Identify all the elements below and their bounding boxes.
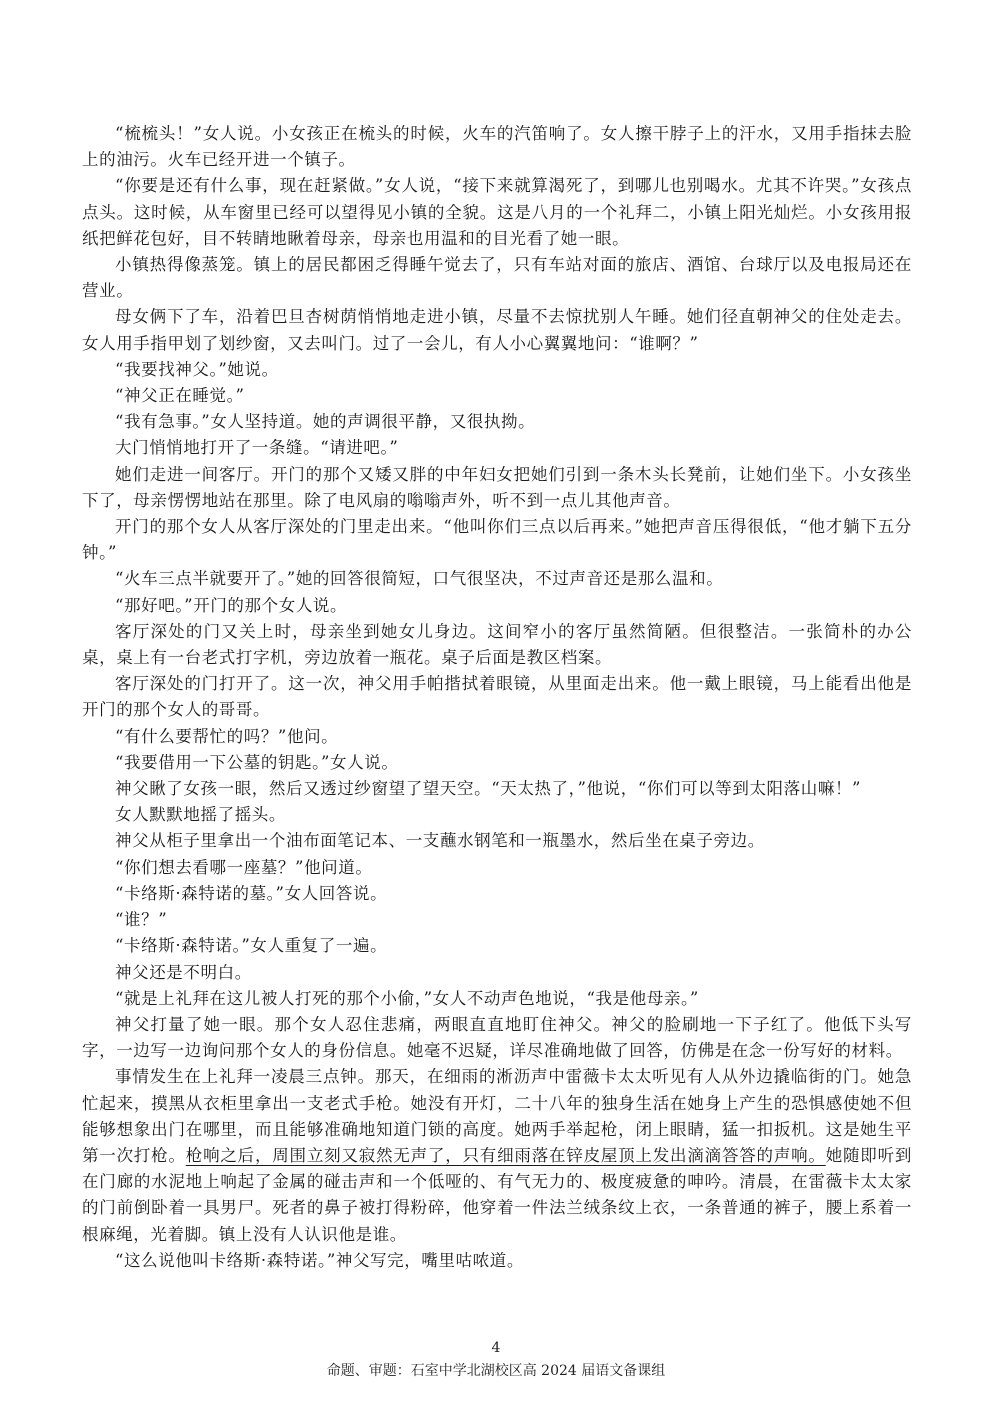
paragraph: 神父从柜子里拿出一个油布面笔记本、一支蘸水钢笔和一瓶墨水，然后坐在桌子旁边。 (115, 831, 765, 851)
paragraph: “神父正在睡觉。” (115, 386, 245, 406)
paragraph: “你们想去看哪一座墓？”他问道。 (115, 857, 373, 877)
paragraph: “那好吧。”开门的那个女人说。 (115, 595, 348, 615)
paragraph: 神父打量了她一眼。那个女人忍住悲痛，两眼直直地盯住神父。神父的脸刷地一下子红了。他低下头写字，一边写一边询问那个女人的身份信息。她毫不迟疑，详尽准确地做了回答，仿佛是在念一份写好的材料。 (82, 1014, 912, 1061)
paragraph: “我有急事。”女人坚持道。她的声调很平静，又很执拗。 (115, 412, 536, 432)
paragraph: “梳梳头！”女人说。小女孩正在梳头的时候，火车的汽笛响了。女人擦干脖子上的汗水，又用手指抹去脸上的油污。火车已经开进一个镇子。 (82, 124, 912, 170)
paragraph: 开门的那个女人从客厅深处的门里走出来。“他叫你们三点以后再来。”她把声音压得很低，“他才躺下五分钟。” (82, 517, 912, 563)
paragraph: 女人默默地摇了摇头。 (115, 805, 286, 825)
paragraph-text: 事情发生在上礼拜一凌晨三点钟。那天，在细雨的淅沥声中雷薇卡太太听见有人从外边撬临街的门。她急忙起来，摸黑从衣柜里拿出一支老式手枪。她没有开灯，二十八年的独身生活在她身上产生的恐惧感使她不但能够想象出门在哪里，而且能够准确地知道门锁的高度。她两手举起枪，闭上眼睛，猛一扣扳机。这是她生平第一次打枪。 (82, 1067, 912, 1165)
paragraph: 母女俩下了车，沿着巴旦杏树荫悄悄地走进小镇，尽量不去惊扰别人午睡。她们径直朝神父的住处走去。女人用手指甲划了划纱窗，又去叫门。过了一会儿，有人小心翼翼地问：“谁啊？” (82, 307, 912, 353)
paragraph: “卡络斯·森特诺的墓。”女人回答说。 (115, 883, 388, 903)
paragraph: “你要是还有什么事，现在赶紧做。”女人说，“接下来就算渴死了，到哪儿也别喝水。尤其不许哭。”女孩点点头。这时候，从车窗里已经可以望得见小镇的全貌。这是八月的一个礼拜二，小镇上阳光灿烂。小女孩用报纸把鲜花包好，目不转睛地瞅着母亲，母亲也用温和的目光看了她一眼。 (82, 176, 912, 248)
paragraph: 客厅深处的门打开了。这一次，神父用手帕揩拭着眼镜，从里面走出来。他一戴上眼镜，马上能看出他是开门的那个女人的哥哥。 (82, 674, 912, 720)
paragraph: “我要借用一下公墓的钥匙。”女人说。 (115, 752, 399, 772)
closing-paragraph: “这么说他叫卡络斯·森特诺。”神父写完，嘴里咕哝道。 (115, 1250, 524, 1270)
paragraph: 她们走进一间客厅。开门的那个又矮又胖的中年妇女把她们引到一条木头长凳前，让她们坐下。小女孩坐下了，母亲愣愣地站在那里。除了电风扇的嗡嗡声外，听不到一点儿其他声音。 (82, 464, 912, 510)
paragraph: “火车三点半就要开了。”她的回答很简短，口气很坚决，不过声音还是那么温和。 (115, 569, 724, 589)
paragraph: 大门悄悄地打开了一条缝。“请进吧。” (115, 438, 399, 458)
paragraph: “卡络斯·森特诺。”女人重复了一遍。 (115, 936, 388, 956)
paragraph: “我要找神父。”她说。 (115, 359, 279, 379)
paragraph: 神父还是不明白。 (115, 962, 252, 982)
paragraph: 客厅深处的门又关上时，母亲坐到她女儿身边。这间窄小的客厅虽然简陋。但很整洁。一张简朴的办公桌，桌上有一台老式打字机，旁边放着一瓶花。桌子后面是教区档案。 (82, 621, 912, 668)
paragraph: “就是上礼拜在这儿被人打死的那个小偷，”女人不动声色地说，“我是他母亲。” (115, 988, 699, 1008)
paragraph-with-underline (82, 1064, 912, 1247)
paragraph-text: 她随即听到在门廊的水泥地上响起了金属的碰击声和一个低哑的、有气无力的、极度疲惫的呻吟。清晨，在雷薇卡太太家的门前倒卧着一具男尸。死者的鼻子被打得粉碎，他穿着一件法兰绒条纹上衣，一条普通的裤子，腰上系着一根麻绳，光着脚。镇上没有人认识他是谁。 (82, 1145, 913, 1244)
paragraph: 神父瞅了女孩一眼，然后又透过纱窗望了望天空。“天太热了，”他说，“你们可以等到太阳落山嘛！” (115, 779, 862, 799)
page-number: 4 (491, 1340, 501, 1356)
paragraph: “谁？” (115, 910, 168, 930)
page-footer: 命题、审题：石室中学北湖校区高 2024 届语文备课组 (326, 1363, 666, 1379)
paragraph: “有什么要帮忙的吗？”他问。 (115, 726, 339, 746)
paragraph: 小镇热得像蒸笼。镇上的居民都困乏得睡午觉去了，只有车站对面的旅店、酒馆、台球厅以及电报局还在营业。 (82, 255, 912, 301)
document-body (82, 121, 912, 1274)
underlined-sentence: 枪响之后，周围立刻又寂然无声了，只有细雨落在锌皮屋顶上发出滴滴答答的声响。 (185, 1145, 826, 1165)
